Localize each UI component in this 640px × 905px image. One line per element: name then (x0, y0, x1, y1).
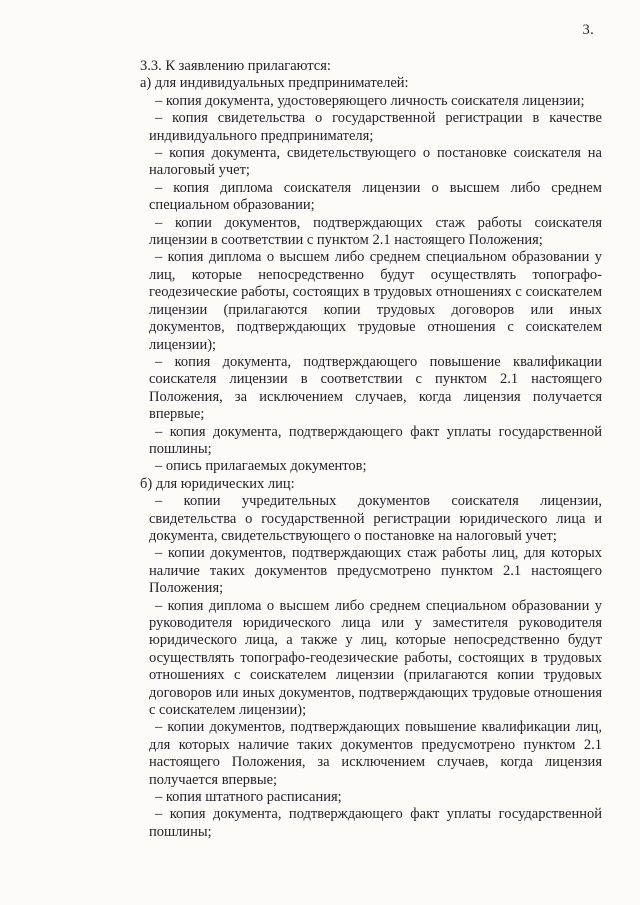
list-item: – копия документа, подтверждающего факт уплаты государственной пошлины; (149, 806, 602, 840)
list-item: – копии документов, подтверждающих повышение квалификации лиц, для которых наличие таких документов предусмотрено пунктом 2.1 настоящего Положения, за исключением случаев, когда лицензия получается впервые; (149, 719, 602, 788)
list-item: – копия диплома о высшем либо среднем специальном образовании у лиц, которые непосредственно будут осуществлять топографо-геодезические работы, состоящих в трудовых отношениях с соискателем лицензии (прилагаются копии трудовых договоров или иных документов, подтверждающих трудовые отношения с соискателем лицензии); (149, 249, 602, 353)
document-body (140, 58, 602, 841)
list-item: – копия штатного расписания; (155, 789, 342, 806)
list-item: – копия документа, свидетельствующего о постановке соискателя на налоговый учет; (149, 145, 602, 179)
section-heading: 3.3. К заявлению прилагаются: (140, 58, 331, 74)
list-item: – копия диплома о высшем либо среднем специальном образовании у руководителя юридического лица или у заместителя руководителя юридического лица, а также у лиц, которые непосредственно будут осуществлять топографо-геодезические работы, состоящих в трудовых отношениях с соискателем лицензии (прилагаются копии трудовых договоров или иных документов, подтверждающих трудовые отношения с соискателем лицензии); (149, 597, 602, 719)
list-item: – копии документов, подтверждающих стаж работы лиц, для которых наличие таких документов предусмотрено пунктом 2.1 настоящего Положения; (149, 545, 602, 597)
page-number: 3. (582, 22, 594, 38)
list-item: – копии документов, подтверждающих стаж работы соискателя лицензии в соответствии с пунктом 2.1 настоящего Положения; (149, 214, 602, 249)
list-item: – копия документа, удостоверяющего личность соискателя лицензии; (155, 92, 585, 109)
list-item: – копия документа, подтверждающего повышение квалификации соискателя лицензии в соответствии с пунктом 2.1 настоящего Положения, за исключением случаев, когда лицензия получается впервые; (149, 353, 602, 423)
list-item: – копия документа, подтверждающего факт уплаты государственной пошлины; (149, 423, 602, 457)
list-item: – опись прилагаемых документов; (155, 458, 367, 475)
list-item: – копия свидетельства о государственной регистрации в качестве индивидуального предпринимателя; (149, 110, 602, 144)
list-item: – копия диплома соискателя лицензии о высшем либо среднем специальном образовании; (149, 179, 602, 214)
list-item: – копии учредительных документов соискателя лицензии, свидетельства о государственной регистрации юридического лица и документа, свидетельствующего о постановке на налоговый учет; (149, 493, 602, 544)
subsection-label-a: а) для индивидуальных предпринимателей: (140, 75, 409, 92)
subsection-label-b: б) для юридических лиц: (140, 475, 295, 492)
